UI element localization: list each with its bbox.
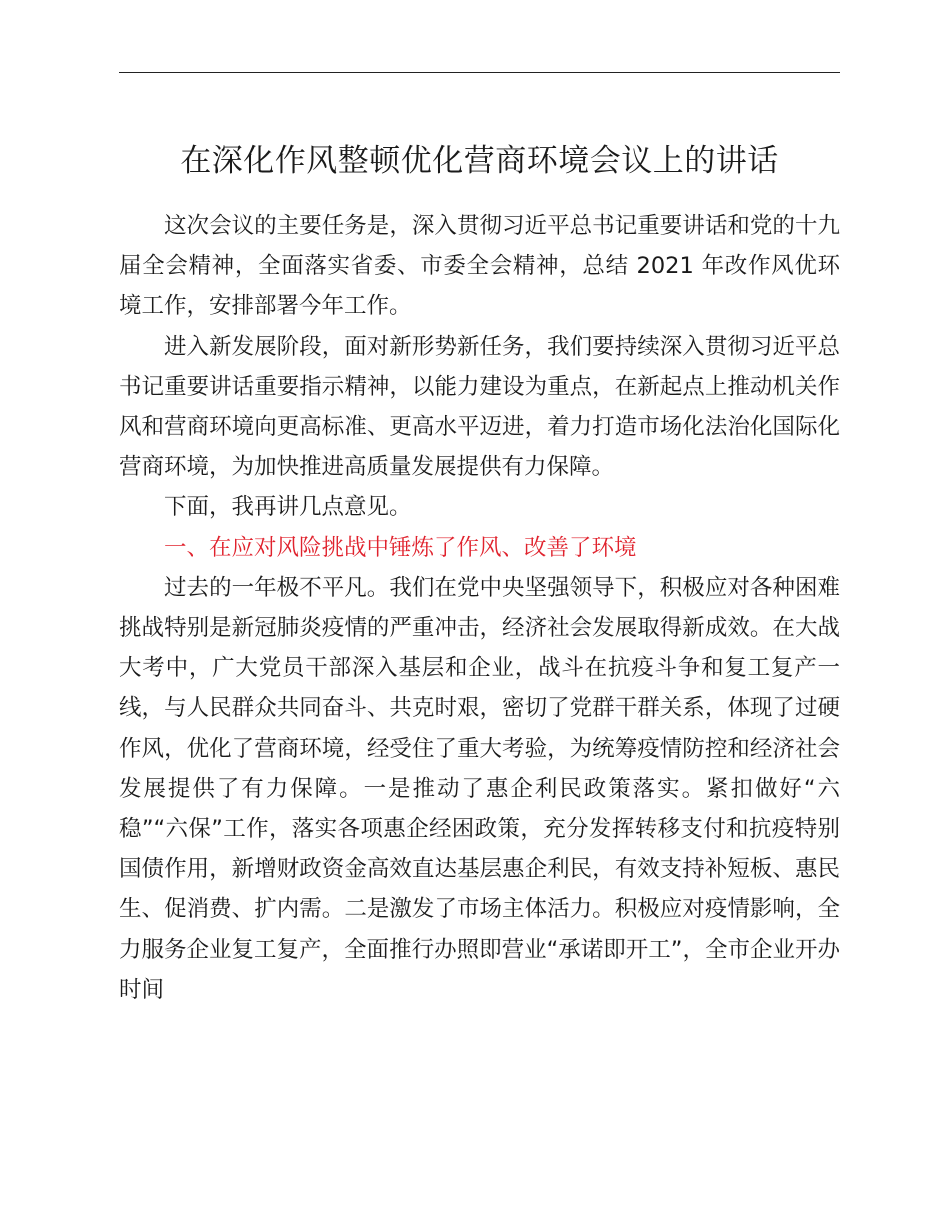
- section-heading: 一、在应对风险挑战中锤炼了作风、改善了环境: [164, 534, 637, 561]
- header-rule: [119, 72, 840, 73]
- paragraph-new-stage: 进入新发展阶段，面对新形势新任务，我们要持续深入贯彻习近平总书记重要讲话重要指示精神，以能力建设为重点，在新起点上推动机关作风和营商环境向更高标准、更高水平迈进，着力打造市场化法治化国际化营商环境，为加快推进高质量发展提供有力保障。: [119, 333, 840, 481]
- paragraph-past-year: 过去的一年极不平凡。我们在党中央坚强领导下，积极应对各种困难挑战特别是新冠肺炎疫情的严重冲击，经济社会发展取得新成效。在大战大考中，广大党员干部深入基层和企业，战斗在抗疫斗争和复工复产一线，与人民群众共同奋斗、共克时艰，密切了党群干群关系，体现了过硬作风，优化了营商环境，经受住了重大考验，为统筹疫情防控和经济社会发展提供了有力保障。一是推动了惠企利民政策落实。紧扣做好“六稳”“六保”工作，落实各项惠企经困政策，充分发挥转移支付和抗疫特别国债作用，新增财政资金高效直达基层惠企利民，有效支持补短板、惠民生、促消费、扩内需。二是激发了市场主体活力。积极应对疫情影响，全力服务企业复工复产，全面推行办照即营业“承诺即开工”，全市企业开办时间: [119, 574, 840, 1003]
- paragraph-intro: 这次会议的主要任务是，深入贯彻习近平总书记重要讲话和党的十九届全会精神，全面落实省委、市委全会精神，总结 2021 年改作风优环境工作，安排部署今年工作。: [119, 213, 840, 320]
- document-title: 在深化作风整顿优化营商环境会议上的讲话: [180, 143, 779, 179]
- document-body: [119, 130, 840, 1010]
- paragraph-transition: 下面，我再讲几点意见。: [164, 494, 412, 521]
